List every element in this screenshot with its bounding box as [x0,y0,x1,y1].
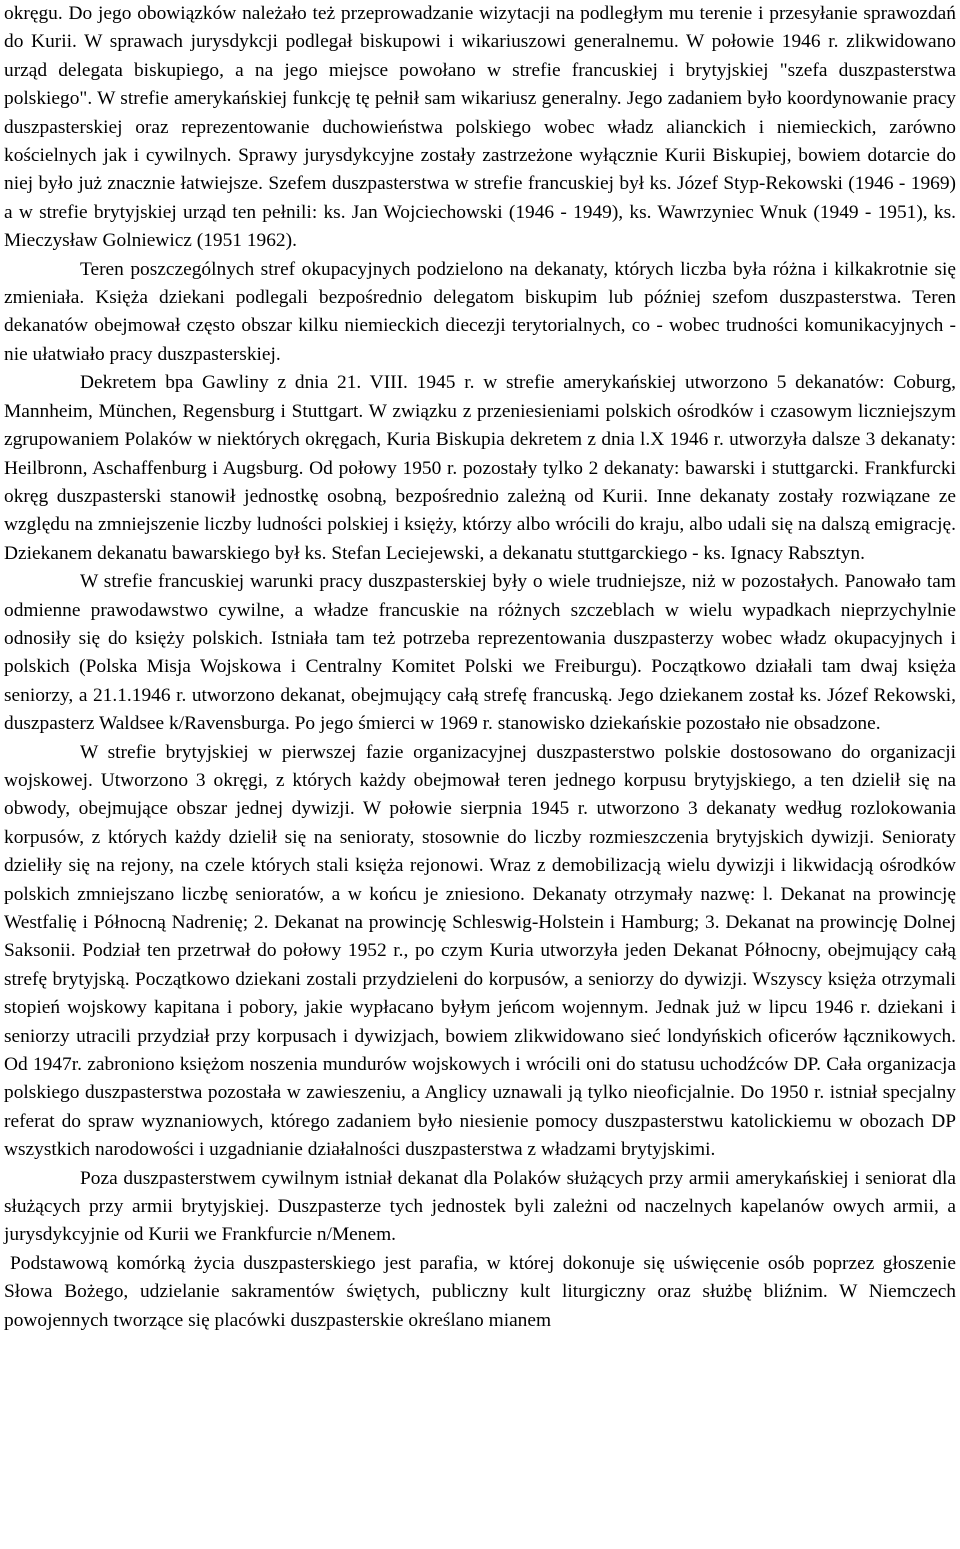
paragraph-british-zone: W strefie brytyjskiej w pierwszej fazie organizacyjnej duszpasterstwo polskie dostosowano do organizacji wojskowej. Utworzono 3 okręgi, z których każdy obejmował teren jednego korpusu brytyjskiego, a ten dzielił się na obwody, obejmujące obszar jednej dywizji. W połowie sierpnia 1945 r. utworzono 3 dekanaty według rozlokowania korpusów, z których każdy dzielił się na senioraty, stosownie do liczby rozmieszczenia brytyjskich dywizji. Senioraty dzieliły się na rejony, na czele których stali księża rejonowi. Wraz z demobilizacją wielu dywizji i likwidacją ośrodków polskich zmniejszano liczbę senioratów, a w końcu je zniesiono. Dekanaty otrzymały nazwę: l. Dekanat na prowincję Westfalię i Północną Nadrenię; 2. Dekanat na prowincję Schleswig-Holstein i Hamburg; 3. Dekanat na prowincję Dolnej Saksonii. Podział ten przetrwał do połowy 1952 r., po czym Kuria utworzyła jeden Dekanat Północny, obejmujący całą strefę brytyjską. Początkowo dziekani zostali przydzieleni do korpusów, a seniorzy do dywizji. Wszyscy księża otrzymali stopień wojskowy kapitana i pobory, jakie wypłacano byłym jeńcom wojennym. Jednak już w lipcu 1946 r. dziekani i seniorzy utracili przydział przy korpusach i dywizjach, bowiem zlikwidowano sieć londyńskich oficerów łącznikowych. Od 1947r. zabroniono księżom noszenia mundurów wojskowych i wrócili oni do statusu uchodźców DP. Cała organizacja polskiego duszpasterstwa pozostała w zawieszeniu, a Anglicy uznawali ją tylko nieoficjalnie. Do 1950 r. istniał specjalny referat do spraw wyznaniowych, którego zadaniem było niesienie pomocy duszpasterstwu katolickiemu w obozach DP wszystkich narodowości i uzgadnianie działalności duszpasterstwa z władzami brytyjskimi. [4,741,956,1161]
paragraph-military-chaplaincy: Poza duszpasterstwem cywilnym istniał dekanat dla Polaków służących przy armii amerykańskiej i seniorat dla służących przy armii brytyjskiej. Duszpasterze tych jednostek byli zależni od naczelnych kapelanów owych armii, a jurysdykcyjnie od Kurii we Frankfurcie n/Menem. [4,1167,956,1246]
paragraph-parish: Podstawową komórką życia duszpasterskiego jest parafia, w której dokonuje się uświęcenie osób poprzez głoszenie Słowa Bożego, udzielanie sakramentów świętych, publiczny kult liturgiczny oraz służbę bliźnim. W Niemczech powojennych tworzące się placówki duszpasterskie określano mianem [4,1252,956,1331]
paragraph-jurisdiction: okręgu. Do jego obowiązków należało też przeprowadzanie wizytacji na podległym mu terenie i przesyłanie sprawozdań do Kurii. W sprawach jurysdykcji podlegał biskupowi i wikariuszowi generalnemu. W połowie 1946 r. zlikwidowano urząd delegata biskupiego, a na jego miejsce powołano w strefie francuskiej i brytyjskiej "szefa duszpasterstwa polskiego". W strefie amerykańskiej funkcję tę pełnił sam wikariusz generalny. Jego zadaniem było koordynowanie pracy duszpasterskiej oraz reprezentowanie duchowieństwa polskiego wobec władz alianckich i niemieckich, zarówno kościelnych jak i cywilnych. Sprawy jurysdykcyjne zostały zastrzeżone wyłącznie Kurii Biskupiej, bowiem dotarcie do niej było już znacznie łatwiejsze. Szefem duszpasterstwa w strefie francuskiej był ks. Józef Styp-Rekowski (1946 - 1969) a w strefie brytyjskiej urząd ten pełnili: ks. Jan Wojciechowski (1946 - 1949), ks. Wawrzyniec Wnuk (1949 - 1951), ks. Mieczysław Golniewicz (1951 1962). [4,3,956,252]
paragraph-deaneries-intro: Teren poszczególnych stref okupacyjnych podzielono na dekanaty, których liczba była różna i kilkakrotnie się zmieniała. Księża dziekani podlegali bezpośrednio delegatom biskupim lub później szefom duszpasterstwa. Teren dekanatów obejmował często obszar kilku niemieckich diecezji terytorialnych, co - wobec trudności komunikacyjnych - nie ułatwiało pracy duszpasterskiej. [4,258,956,365]
paragraph-american-zone: Dekretem bpa Gawliny z dnia 21. VIII. 1945 r. w strefie amerykańskiej utworzono 5 dekanatów: Coburg, Mannheim, München, Regensburg i Stuttgart. W związku z przeniesieniami polskich ośrodków i czasowym liczniejszym zgrupowaniem Polaków w niektórych okręgach, Kuria Biskupia dekretem z dnia l.X 1946 r. utworzyła dalsze 3 dekanaty: Heilbronn, Aschaffenburg i Augsburg. Od połowy 1950 r. pozostały tylko 2 dekanaty: bawarski i stuttgarcki. Frankfurcki okręg duszpasterski stanowił jednostkę osobną, bezpośrednio zależną od Kurii. Inne dekanaty zostały rozwiązane ze względu na zmniejszenie liczby ludności polskiej i księży, którzy albo wrócili do kraju, albo udali się na dalszą emigrację. Dziekanem dekanatu bawarskiego był ks. Stefan Leciejewski, a dekanatu stuttgarckiego - ks. Ignacy Rabsztyn. [4,372,956,564]
paragraph-french-zone: W strefie francuskiej warunki pracy duszpasterskiej były o wiele trudniejsze, niż w pozostałych. Panowało tam odmienne prawodawstwo cywilne, a władze francuskie na różnych szczeblach w wielu wypadkach nieprzychylnie odnosiły się do księży polskich. Istniała tam też potrzeba reprezentowania duszpasterzy wobec władz okupacyjnych i polskich (Polska Misja Wojskowa i Centralny Komitet Polski we Freiburgu). Początkowo działali tam dwaj księża seniorzy, a 21.1.1946 r. utworzono dekanat, obejmujący całą strefę francuską. Jego dziekanem został ks. Józef Rekowski, duszpasterz Waldsee k/Ravensburga. Po jego śmierci w 1969 r. stanowisko dziekańskie pozostało nie obsadzone. [4,571,956,735]
